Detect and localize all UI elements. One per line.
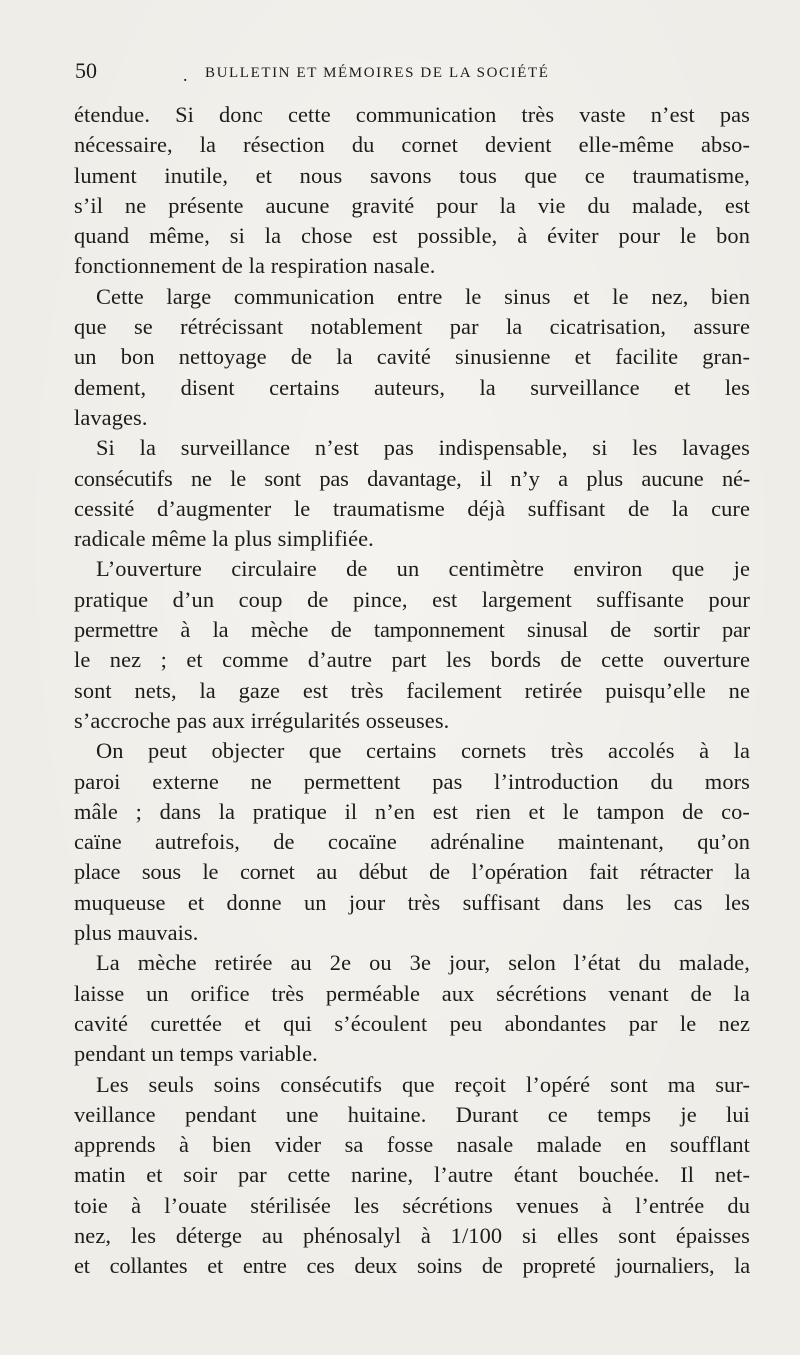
text-line: Les seuls soins consécutifs que reçoit l’opéré sont ma sur- <box>96 1071 750 1097</box>
text-line: L’ouverture circulaire de un centimètre environ que je <box>96 556 750 582</box>
page-number: 50 <box>75 58 97 83</box>
text-line: et collantes et entre ces deux soins de propreté journaliers, la <box>74 1253 750 1279</box>
text-line: veillance pendant une huitaine. Durant ce temps je lui <box>74 1101 750 1127</box>
paragraph <box>74 554 750 736</box>
text-line: s’il ne présente aucune gravité pour la vie du malade, est <box>74 192 750 218</box>
paragraph <box>74 433 750 554</box>
text-line: pendant un temps variable. <box>74 1041 318 1067</box>
text-line: que se rétrécissant notablement par la cicatrisation, assure <box>74 314 750 340</box>
text-line: lavages. <box>74 404 148 430</box>
text-line: muqueuse et donne un jour très suffisant dans les cas les <box>74 889 750 915</box>
text-line: mâle ; dans la pratique il n’en est rien et le tampon de co- <box>74 798 750 824</box>
text-line: paroi externe ne permettent pas l’introduction du mors <box>74 768 750 794</box>
text-line: un bon nettoyage de la cavité sinusienne et facilite gran- <box>74 344 750 370</box>
paragraph <box>74 1070 750 1282</box>
text-line: Cette large communication entre le sinus et le nez, bien <box>96 283 750 309</box>
text-line: permettre à la mèche de tamponnement sinusal de sortir par <box>74 617 750 643</box>
paragraph <box>74 100 750 282</box>
body-text <box>74 100 750 1282</box>
text-line: nez, les déterge au phénosalyl à 1/100 si elles sont épaisses <box>74 1222 750 1248</box>
text-line: radicale même la plus simplifiée. <box>74 526 374 552</box>
text-line: étendue. Si donc cette communication très vaste n’est pas <box>74 102 750 127</box>
text-line: consécutifs ne le sont pas davantage, il n’y a plus aucune né- <box>74 465 750 491</box>
text-line: matin et soir par cette narine, l’autre étant bouchée. Il net- <box>74 1162 750 1188</box>
running-head-dot: . <box>183 65 188 85</box>
text-line: dement, disent certains auteurs, la surveillance et les <box>74 374 750 400</box>
text-line: fonctionnement de la respiration nasale. <box>74 253 436 279</box>
text-line: laisse un orifice très perméable aux sécrétions venant de la <box>74 980 750 1006</box>
paragraph <box>74 282 750 433</box>
text-line: plus mauvais. <box>74 920 199 946</box>
running-head: BULLETIN ET MÉMOIRES DE LA SOCIÉTÉ <box>205 65 550 81</box>
text-line: On peut objecter que certains cornets très accolés à la <box>96 738 750 764</box>
text-line: pratique d’un coup de pince, est largement suffisante pour <box>74 586 750 612</box>
text-line: Si la surveillance n’est pas indispensable, si les lavages <box>96 435 750 461</box>
paragraph <box>74 948 750 1069</box>
text-line: apprends à bien vider sa fosse nasale malade en soufflant <box>74 1132 750 1158</box>
text-line: cavité curettée et qui s’écoulent peu abondantes par le nez <box>74 1010 750 1036</box>
text-line: cessité d’augmenter le traumatisme déjà suffisant de la cure <box>74 495 750 521</box>
text-line: La mèche retirée au 2e ou 3e jour, selon l’état du malade, <box>96 950 750 976</box>
text-line: s’accroche pas aux irrégularités osseuses. <box>74 707 450 733</box>
text-line: sont nets, la gaze est très facilement retirée puisqu’elle ne <box>74 677 750 703</box>
text-line: place sous le cornet au début de l’opération fait rétracter la <box>74 859 750 885</box>
text-line: quand même, si la chose est possible, à éviter pour le bon <box>74 223 750 249</box>
text-line: toie à l’ouate stérilisée les sécrétions venues à l’entrée du <box>74 1192 750 1218</box>
text-line: le nez ; et comme d’autre part les bords de cette ouverture <box>74 647 750 673</box>
page-header <box>75 56 725 86</box>
paragraph <box>74 736 750 948</box>
text-line: lument inutile, et nous savons tous que ce traumatisme, <box>74 162 750 188</box>
text-line: nécessaire, la résection du cornet devient elle-même abso- <box>74 132 750 158</box>
text-line: caïne autrefois, de cocaïne adrénaline maintenant, qu’on <box>74 829 750 855</box>
